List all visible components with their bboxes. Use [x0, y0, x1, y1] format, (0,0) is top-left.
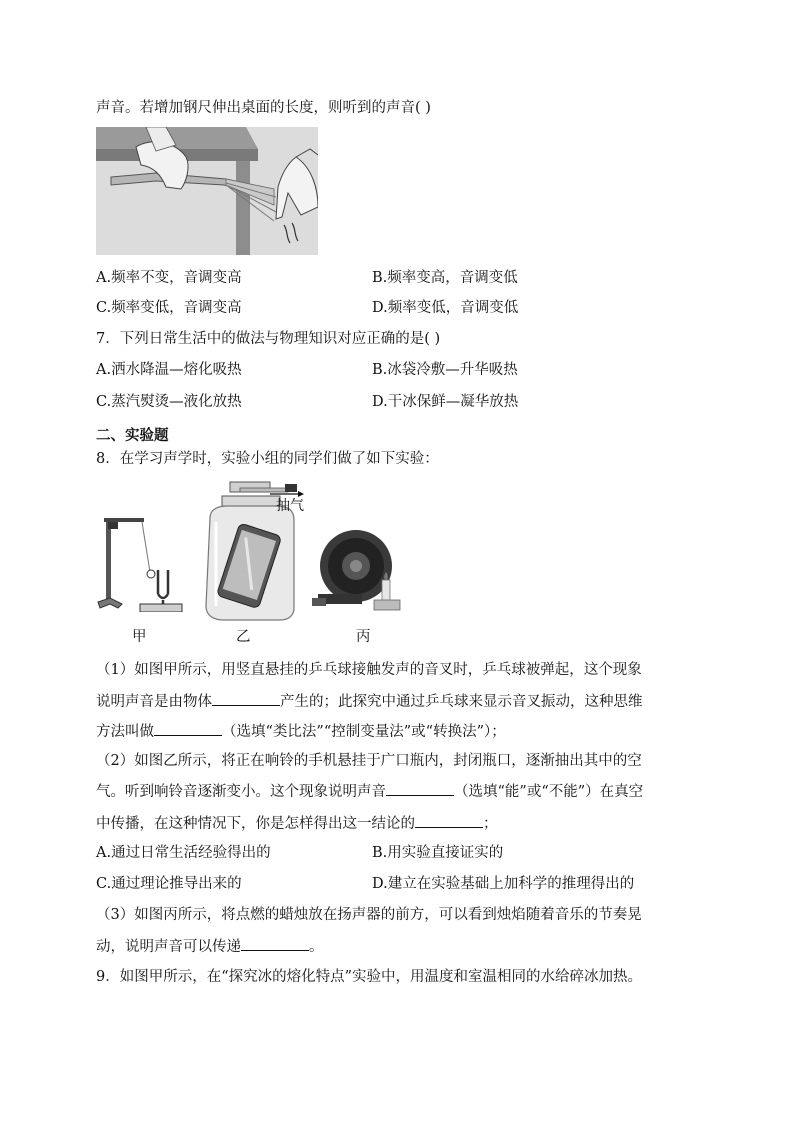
tuning-fork-figure	[96, 512, 188, 612]
q8-stem: 8．在学习声学时，实验小组的同学们做了如下实验：	[96, 451, 439, 467]
caption-jia: 甲	[132, 629, 147, 645]
q8-part3-line2: 动，说明声音可以传递 。	[96, 936, 324, 957]
q8-part3-line1: （3）如图丙所示，将点燃的蜡烛放在扬声器的前方，可以看到烛焰随着音乐的节奏晃	[96, 907, 642, 923]
q7-option-d[interactable]: D.干冰保鲜—凝华放热	[372, 394, 519, 410]
q6-intro: 声音。若增加钢尺伸出桌面的长度，则听到的声音( )	[96, 100, 431, 116]
q7-option-a[interactable]: A.洒水降温—熔化吸热	[96, 362, 242, 378]
caption-bing: 丙	[356, 629, 371, 645]
pump-label: 抽气	[276, 498, 304, 514]
q7-stem: 7．下列日常生活中的做法与物理知识对应正确的是( )	[96, 331, 441, 347]
q7-option-b[interactable]: B.冰袋冷敷—升华吸热	[372, 362, 518, 378]
answer-blank-4[interactable]	[415, 813, 483, 828]
answer-blank-3[interactable]	[386, 781, 454, 796]
q8-option-b[interactable]: B.用实验直接证实的	[372, 845, 504, 861]
q7-option-c[interactable]: C.蒸汽熨烫—液化放热	[96, 394, 242, 410]
q6-option-c[interactable]: C.频率变低，音调变高	[96, 300, 242, 316]
q6-option-d[interactable]: D.频率变低，音调变低	[372, 300, 519, 316]
ruler-table-figure	[96, 127, 318, 255]
q9-stem: 9．如图甲所示，在“探究冰的熔化特点”实验中，用温度和室温相同的水给碎冰加热。	[96, 969, 643, 985]
section-title: 二、实验题	[96, 428, 169, 444]
q6-option-a[interactable]: A.频率不变，音调变高	[96, 270, 242, 286]
q8-option-d[interactable]: D.建立在实验基础上加科学的推理得出的	[372, 876, 635, 892]
pump-arrow-icon	[270, 490, 304, 498]
q8-option-a[interactable]: A.通过日常生活经验得出的	[96, 845, 271, 861]
q8-part2-line1: （2）如图乙所示，将正在响铃的手机悬挂于广口瓶内，封闭瓶口，逐渐抽出其中的空	[96, 753, 642, 769]
q8-part2-line2: 气。听到响铃音逐渐变小。这个现象说明声音 （选填“能”或“不能”）在真空	[96, 781, 643, 802]
q8-part1-line3: 方法叫做 （选填“类比法”“控制变量法”或“转换法”）；	[96, 721, 506, 742]
speaker-candle-figure	[310, 528, 414, 614]
q6-option-b[interactable]: B.频率变高，音调变低	[372, 270, 518, 286]
q8-part2-line3: 中传播，在这种情况下，你是怎样得出这一结论的 ；	[96, 813, 498, 834]
answer-blank-2[interactable]	[154, 721, 222, 736]
caption-yi: 乙	[236, 629, 251, 645]
q8-option-c[interactable]: C.通过理论推导出来的	[96, 876, 242, 892]
answer-blank-1[interactable]	[212, 691, 280, 706]
q8-part1-line1: （1）如图甲所示，用竖直悬挂的乒乓球接触发声的音叉时，乒乓球被弹起，这个现象	[96, 662, 642, 678]
answer-blank-5[interactable]	[241, 936, 309, 951]
q8-part1-line2: 说明声音是由物体 产生的；此探究中通过乒乓球来显示音叉振动，这种思维	[96, 691, 643, 712]
